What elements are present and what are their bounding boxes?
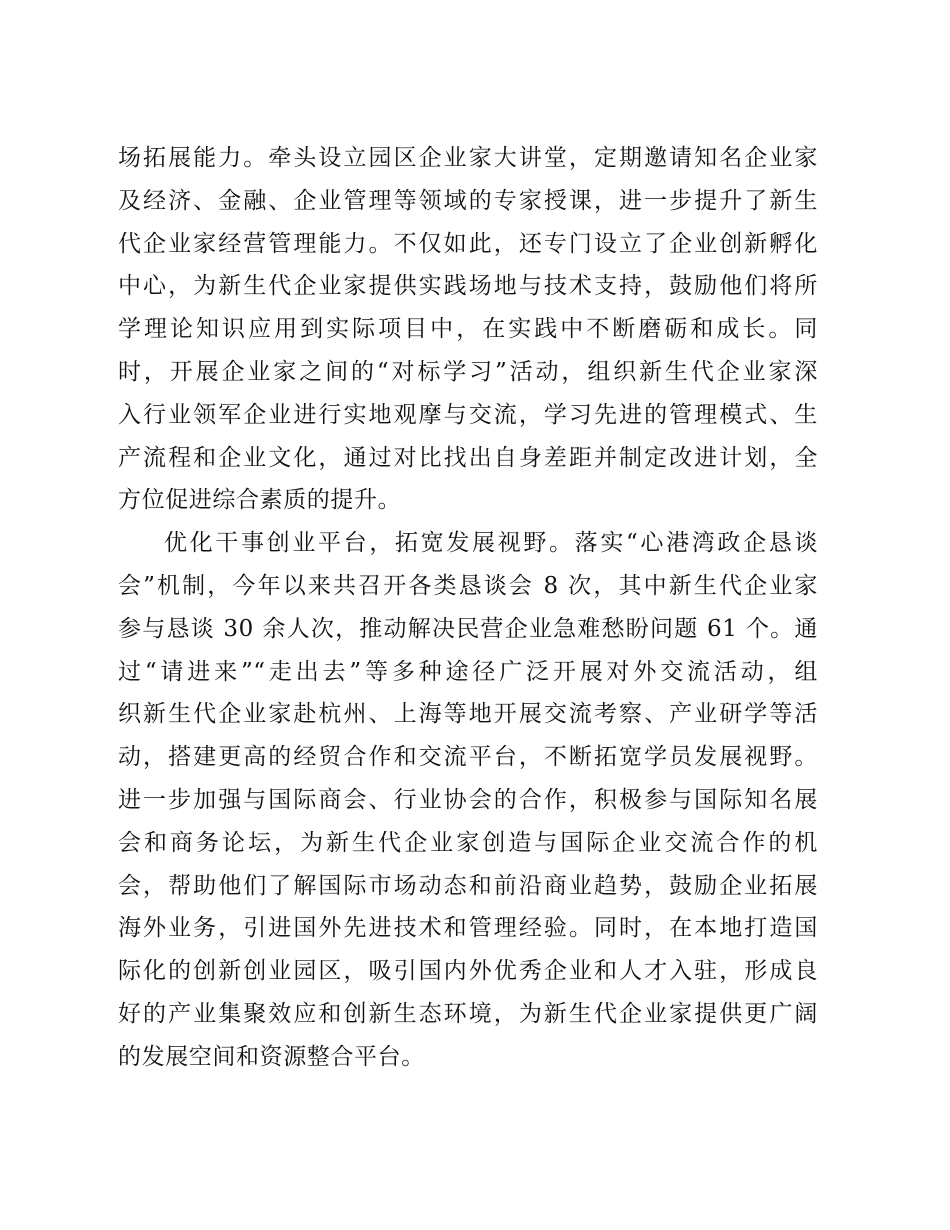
text-line: 方位促进综合素质的提升。 [118, 487, 402, 514]
text-line: 场拓展能力。牵头设立园区企业家大讲堂，定期邀请知名企业家 [118, 145, 818, 171]
text-line: 会”机制，今年以来共召开各类恳谈会 8 次，其中新生代企业家 [118, 572, 818, 599]
paragraph-1 [118, 137, 818, 522]
text-line: 动，搭建更高的经贸合作和交流平台，不断拓宽学员发展视野。 [118, 744, 818, 771]
text-line: 过“请进来”“走出去”等多种途径广泛开展对外交流活动，组 [118, 658, 818, 685]
text-line: 进一步加强与国际商会、行业协会的合作，积极参与国际知名展 [118, 786, 818, 813]
text-line: 中心，为新生代企业家提供实践场地与技术支持，鼓励他们将所 [118, 273, 818, 300]
text-line: 代企业家经营管理能力。不仅如此，还专门设立了企业创新孵化 [118, 230, 818, 257]
text-line: 织新生代企业家赴杭州、上海等地开展交流考察、产业研学等活 [118, 701, 818, 728]
text-line: 入行业领军企业进行实地观摩与交流，学习先进的管理模式、生 [118, 401, 818, 428]
text-line: 会和商务论坛，为新生代企业家创造与国际企业交流合作的机 [118, 829, 818, 856]
text-line: 参与恳谈 30 余人次，推动解决民营企业急难愁盼问题 61 个。通 [118, 615, 818, 642]
text-line: 会，帮助他们了解国际市场动态和前沿商业趋势，鼓励企业拓展 [118, 872, 818, 899]
text-line: 际化的创新创业园区，吸引国内外优秀企业和人才入驻，形成良 [118, 958, 818, 985]
text-line: 优化干事创业平台，拓宽发展视野。落实“心港湾政企恳谈 [164, 530, 818, 557]
text-line: 的发展空间和资源整合平台。 [118, 1043, 425, 1070]
text-line: 学理论知识应用到实际项目中，在实践中不断磨砺和成长。同 [118, 316, 818, 343]
document-body [118, 137, 818, 1079]
text-line: 时，开展企业家之间的“对标学习”活动，组织新生代企业家深 [118, 358, 818, 385]
paragraph-2 [118, 522, 818, 1078]
text-line: 好的产业集聚效应和创新生态环境，为新生代企业家提供更广阔 [118, 1000, 818, 1027]
text-line: 及经济、金融、企业管理等领域的专家授课，进一步提升了新生 [118, 187, 818, 214]
text-line: 海外业务，引进国外先进技术和管理经验。同时，在本地打造国 [118, 915, 818, 942]
text-line: 产流程和企业文化，通过对比找出自身差距并制定改进计划，全 [118, 444, 818, 471]
